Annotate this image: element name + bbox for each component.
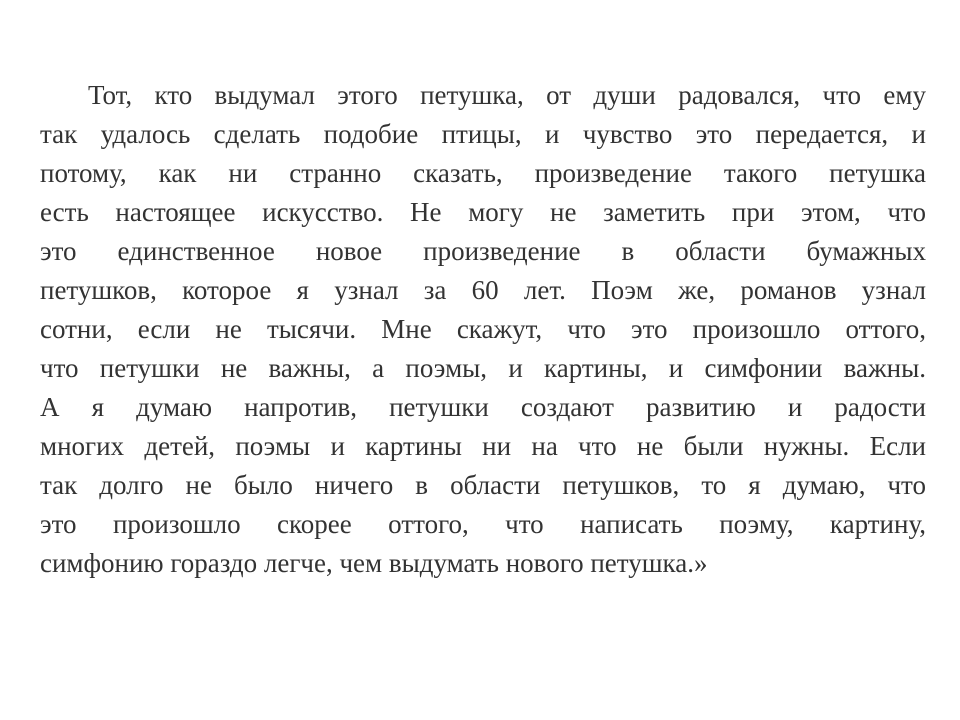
text-line-3: потому, как ни странно сказать, произведение такого петушка xyxy=(40,158,926,188)
text-line-1: Тот, кто выдумал этого петушка, от души радовался, что ему xyxy=(88,80,926,110)
text-line-10: многих детей, поэмы и картины ни на что не были нужны. Если xyxy=(40,431,926,461)
text-line-8: что петушки не важны, а поэмы, и картины, и симфонии важны. xyxy=(40,353,926,383)
text-line-6: петушков, которое я узнал за 60 лет. Поэм же, романов узнал xyxy=(40,275,926,305)
text-line-4: есть настоящее искусство. Не могу не заметить при этом, что xyxy=(40,197,926,227)
text-line-11: так долго не было ничего в области петушков, то я думаю, что xyxy=(40,470,926,500)
text-line-5: это единственное новое произведение в области бумажных xyxy=(40,236,926,266)
text-line-2: так удалось сделать подобие птицы, и чувство это передается, и xyxy=(40,119,926,149)
text-line-13: симфонию гораздо легче, чем выдумать нового петушка.» xyxy=(40,548,708,578)
text-line-12: это произошло скорее оттого, что написать поэму, картину, xyxy=(40,509,926,539)
quote-paragraph xyxy=(40,76,926,583)
text-line-7: сотни, если не тысячи. Мне скажут, что это произошло оттого, xyxy=(40,314,926,344)
text-line-9: А я думаю напротив, петушки создают развитию и радости xyxy=(40,392,926,422)
